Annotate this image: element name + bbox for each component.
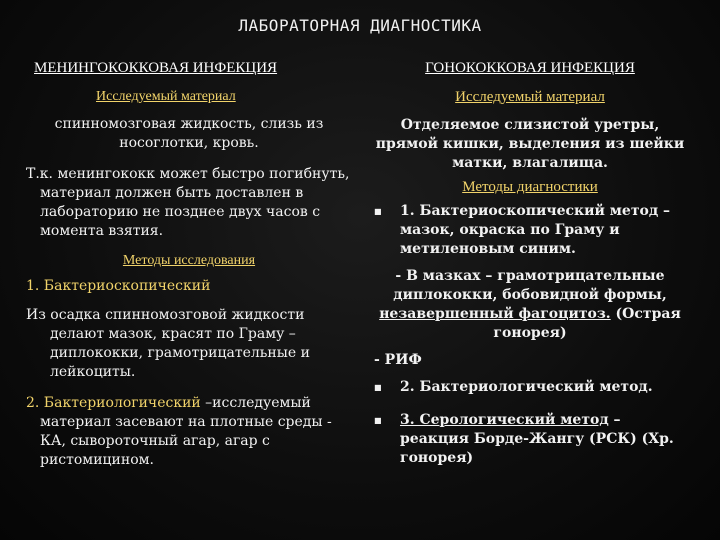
right-bullet-3-rest: – реакция Борде-Жангу (РСК) (Хр. гонорея) [400, 412, 674, 466]
left-note: Т.к. менингококк может быстро погибнуть, материал должен быть доставлен в лабораторию не позднее двух часов с момента взятия. [26, 166, 350, 239]
slide-title: ЛАБОРАТОРНАЯ ДИАГНОСТИКА [238, 16, 482, 35]
left-method2-title: 2. Бактериологический [26, 395, 201, 411]
right-bullet-1-text: 1. Бактериоскопический метод – мазок, окраска по Граму и метиленовым синим. [400, 203, 671, 257]
square-bullet-icon: ■ [374, 206, 382, 216]
left-methods-label: Методы исследования [122, 253, 256, 268]
left-method1-text: Из осадка спинномозговой жидкости делают мазок, красят по Граму – диплококки, грамотрицательные и лейкоциты. [26, 307, 310, 380]
right-bullet-2 [374, 378, 686, 397]
left-material-text: спинномозговая жидкость, слизь из носоглотки, кровь. [54, 116, 324, 151]
right-bullet-2-text: 2. Бактериологический метод. [400, 379, 653, 395]
square-bullet-icon: ■ [374, 382, 382, 392]
right-dash-1-c: (Острая гонорея) [493, 306, 681, 341]
right-bullet-3-text [400, 411, 686, 468]
right-methods-label: Методы диагностики [462, 179, 598, 195]
right-material-text: Отделяемое слизистой уретры, прямой кишки, выделения из шейки матки, влагалища. [375, 117, 685, 171]
left-heading: МЕНИНГОКОККОВАЯ ИНФЕКЦИЯ [34, 60, 278, 76]
right-dash-1-a: - В мазках – грамотрицательные диплококки, бобовидной формы, [393, 268, 667, 303]
right-heading: ГОНОКОККОВАЯ ИНФЕКЦИЯ [425, 60, 635, 76]
right-bullet-3 [374, 411, 686, 468]
right-bullet-3-title: 3. Серологический метод [400, 412, 609, 428]
right-dash-1-b: незавершенный фагоцитоз. [379, 306, 611, 322]
meningococcal-column [26, 60, 352, 482]
right-material-label: Исследуемый материал [455, 89, 605, 105]
right-dash-2: - РИФ [374, 352, 422, 368]
right-dash-1 [374, 267, 686, 343]
right-bullet-1 [374, 202, 686, 259]
square-bullet-icon: ■ [374, 415, 382, 425]
left-method1-title: 1. Бактериоскопический [26, 278, 211, 294]
left-material-label: Исследуемый материал [96, 89, 236, 104]
gonococcal-column [374, 60, 686, 476]
left-method2-text: –исследуемый материал засевают на плотные среды - КА, сывороточный агар, агар с ристомицином. [40, 395, 332, 468]
left-method2 [26, 394, 352, 470]
